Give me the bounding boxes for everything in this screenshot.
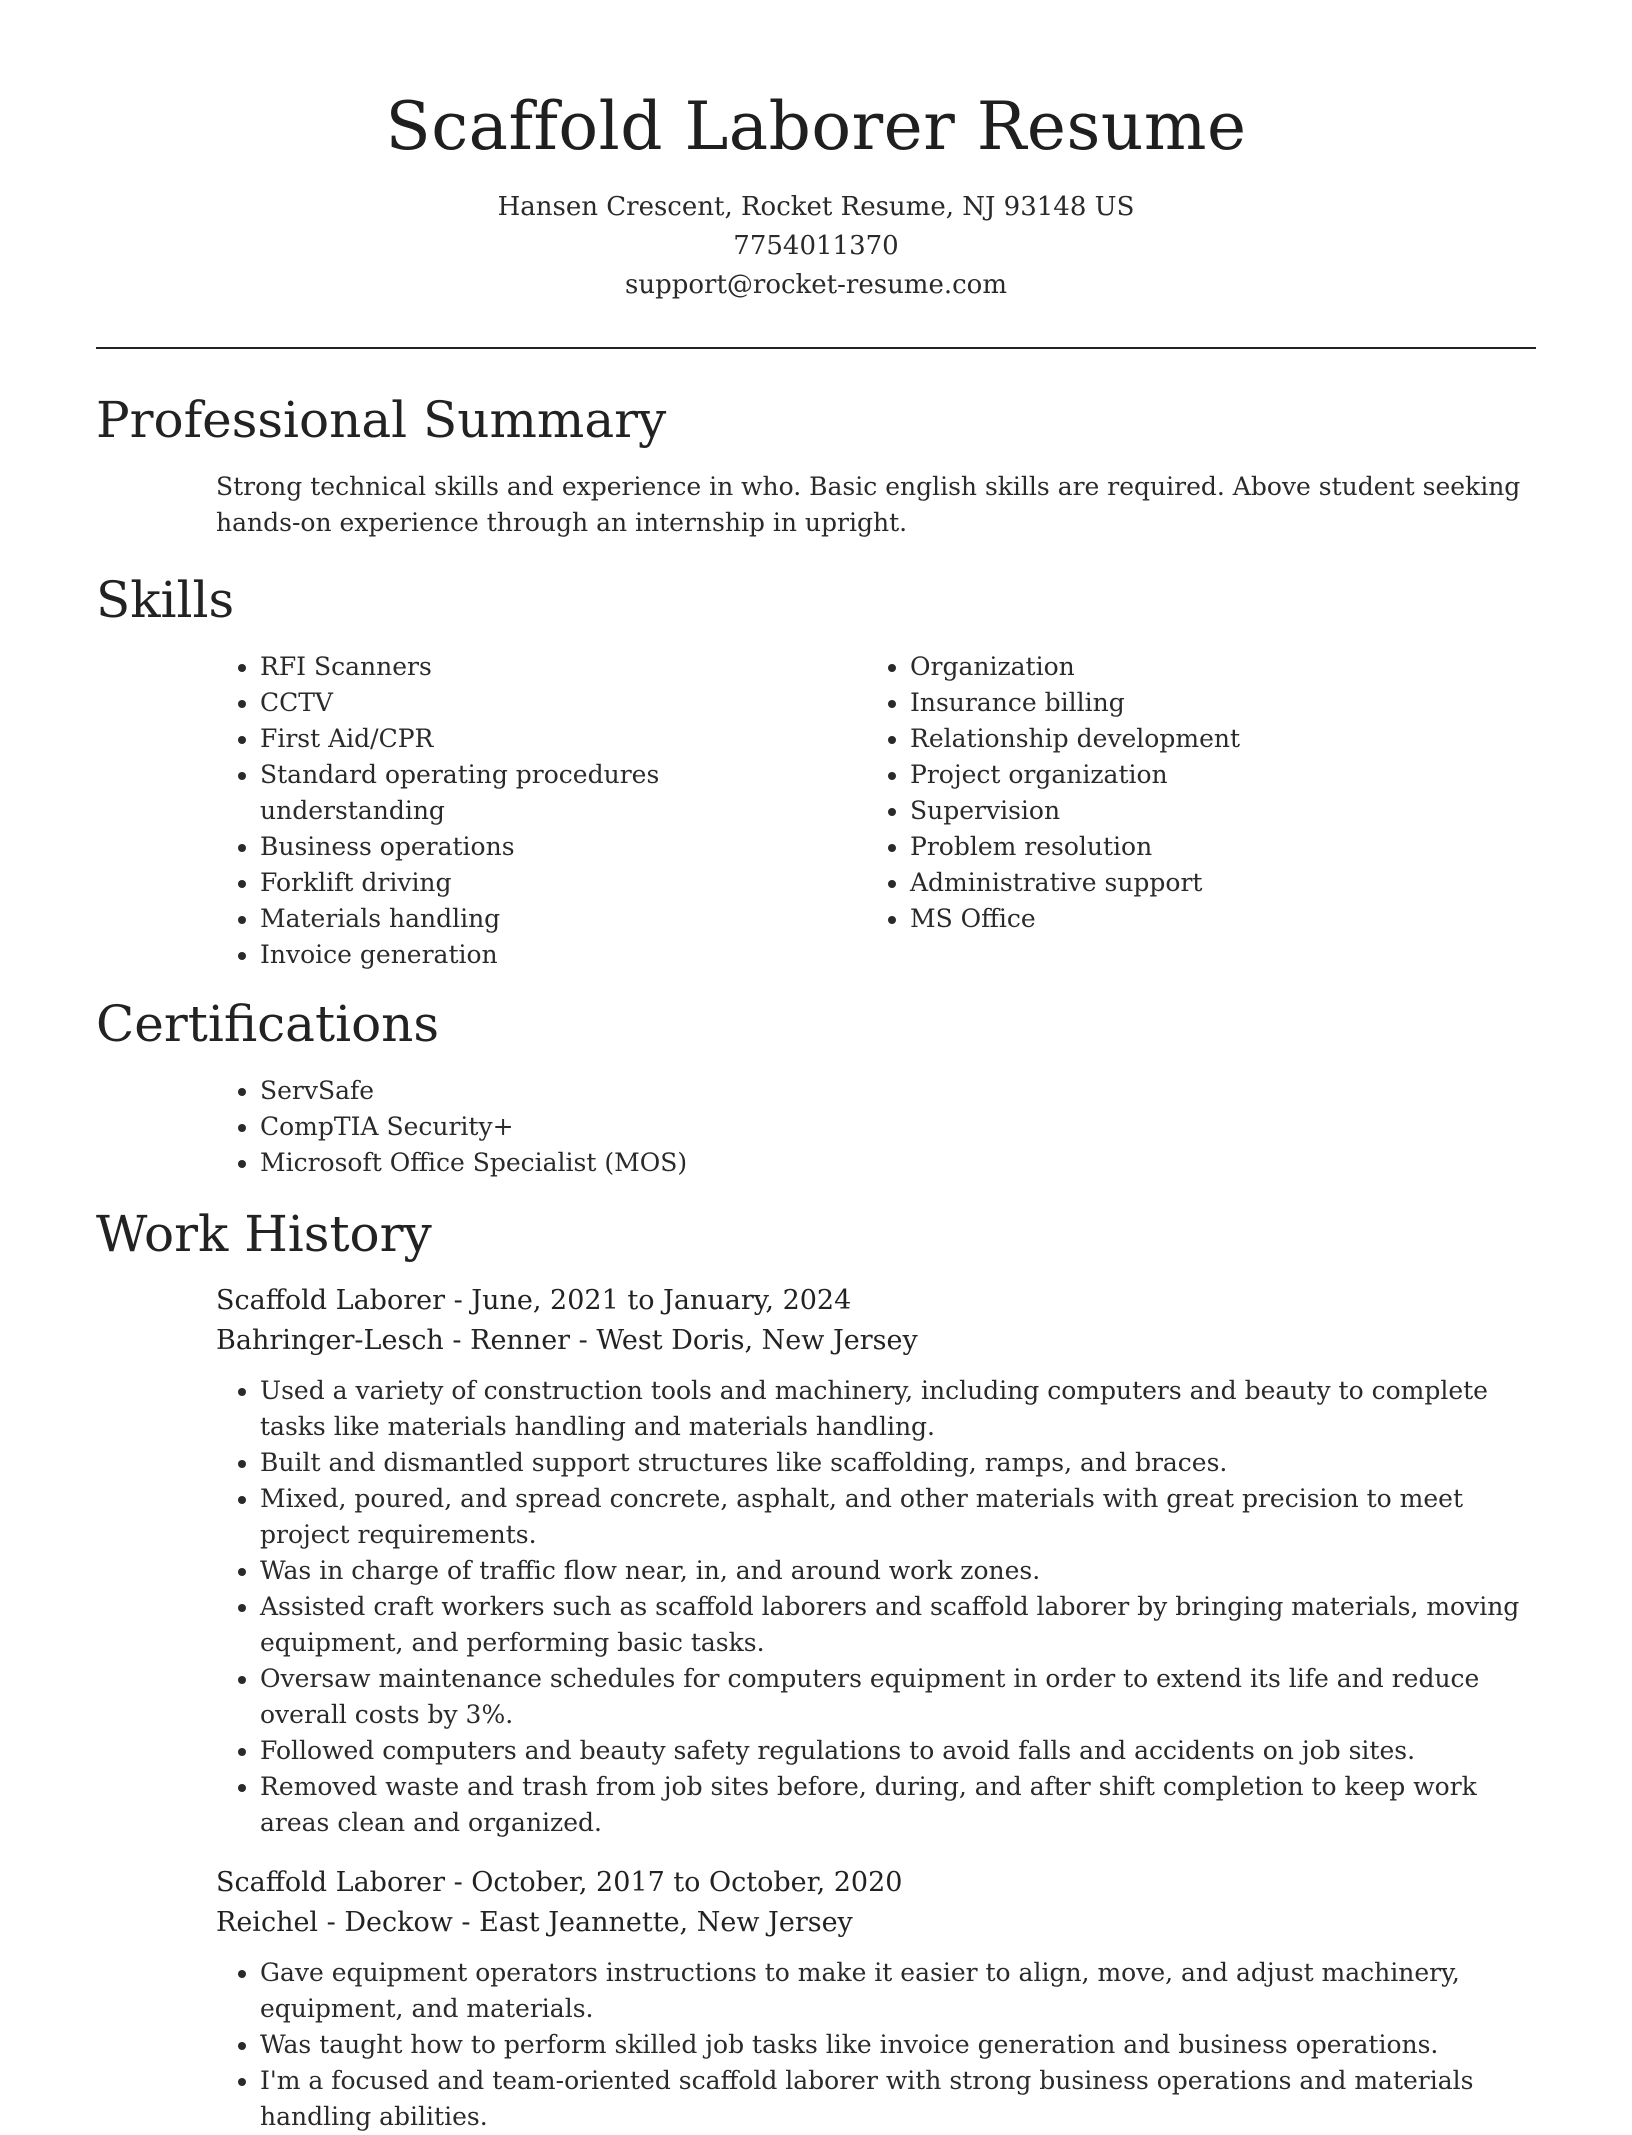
skills-list-left xyxy=(96,649,746,973)
contact-block xyxy=(96,188,1536,305)
job-company-location: Bahringer-Lesch - Renner - West Doris, New Jersey xyxy=(216,1325,918,1356)
skills-section xyxy=(96,569,1536,973)
skill-item: • Administrative support xyxy=(910,865,1510,901)
job-entry xyxy=(216,1281,1536,1841)
certifications-list xyxy=(96,1073,1536,1181)
job-duty-item: • Oversaw maintenance schedules for computers equipment in order to extend its life and reduce overall costs by 3%. xyxy=(260,1661,1536,1733)
job-duty-item: • Was taught how to perform skilled job tasks like invoice generation and business operations. xyxy=(260,2027,1536,2063)
certification-item: • ServSafe xyxy=(260,1073,1536,1109)
contact-phone: 7754011370 xyxy=(733,231,899,261)
work-history-section xyxy=(96,1203,1536,2135)
job-duty-item: • Gave equipment operators instructions to make it easier to align, move, and adjust machinery, equipment, and materials. xyxy=(260,1955,1536,2027)
skill-item: • Relationship development xyxy=(910,721,1510,757)
skill-item: • Materials handling xyxy=(260,901,746,937)
resume-page xyxy=(96,0,1536,2135)
job-title-dates: Scaffold Laborer - June, 2021 to January, 2024 xyxy=(216,1285,852,1316)
contact-address: Hansen Crescent, Rocket Resume, NJ 93148 US xyxy=(497,192,1135,222)
header-divider xyxy=(96,347,1536,349)
job-duty-item: • Followed computers and beauty safety regulations to avoid falls and accidents on job sites. xyxy=(260,1733,1536,1769)
certification-item: • CompTIA Security+ xyxy=(260,1109,1536,1145)
job-duty-item: • I'm a focused and team-oriented scaffold laborer with strong business operations and materials handling abilities. xyxy=(260,2063,1536,2135)
section-heading-summary: Professional Summary xyxy=(96,391,667,449)
section-heading-work-history: Work History xyxy=(96,1205,432,1263)
skill-item: • First Aid/CPR xyxy=(260,721,746,757)
skill-item: • MS Office xyxy=(910,901,1510,937)
job-duty-item: • Was in charge of traffic flow near, in, and around work zones. xyxy=(260,1553,1536,1589)
job-duty-item: • Removed waste and trash from job sites before, during, and after shift completion to keep work areas clean and organized. xyxy=(260,1769,1536,1841)
skill-item: • Problem resolution xyxy=(910,829,1510,865)
professional-summary-section xyxy=(96,389,1536,541)
resume-header xyxy=(96,0,1536,349)
job-duties-list xyxy=(216,1955,1536,2135)
job-duty-item: • Mixed, poured, and spread concrete, asphalt, and other materials with great precision to meet project requirements. xyxy=(260,1481,1536,1553)
skill-item: • Supervision xyxy=(910,793,1510,829)
job-duty-item: • Assisted craft workers such as scaffold laborers and scaffold laborer by bringing materials, moving equipment, and performing basic tasks. xyxy=(260,1589,1536,1661)
skill-item: • CCTV xyxy=(260,685,746,721)
summary-text: Strong technical skills and experience in who. Basic english skills are required. Above student seeking hands-on experience through an internship in upright. xyxy=(216,472,1521,537)
skill-item: • Invoice generation xyxy=(260,937,746,973)
section-heading-certifications: Certifications xyxy=(96,995,440,1053)
certifications-section xyxy=(96,993,1536,1181)
skill-item: • RFI Scanners xyxy=(260,649,746,685)
job-title-dates: Scaffold Laborer - October, 2017 to October, 2020 xyxy=(216,1867,903,1898)
skill-item: • Project organization xyxy=(910,757,1510,793)
skill-item: • Organization xyxy=(910,649,1510,685)
job-duty-item: • Used a variety of construction tools and machinery, including computers and beauty to complete tasks like materials handling and materials handling. xyxy=(260,1373,1536,1445)
skill-item: • Insurance billing xyxy=(910,685,1510,721)
job-duty-item: • Built and dismantled support structures like scaffolding, ramps, and braces. xyxy=(260,1445,1536,1481)
job-company-location: Reichel - Deckow - East Jeannette, New Jersey xyxy=(216,1907,853,1938)
job-entry xyxy=(216,1863,1536,2135)
certification-item: • Microsoft Office Specialist (MOS) xyxy=(260,1145,1536,1181)
skills-columns xyxy=(96,649,1536,973)
job-duties-list xyxy=(216,1373,1536,1841)
skill-item: • Forklift driving xyxy=(260,865,746,901)
contact-email: support@rocket-resume.com xyxy=(624,270,1007,300)
resume-title: Scaffold Laborer Resume xyxy=(385,88,1247,165)
skills-list-right xyxy=(746,649,1510,973)
section-heading-skills: Skills xyxy=(96,571,235,629)
skill-item: • Standard operating procedures understanding xyxy=(260,757,746,829)
skill-item: • Business operations xyxy=(260,829,746,865)
